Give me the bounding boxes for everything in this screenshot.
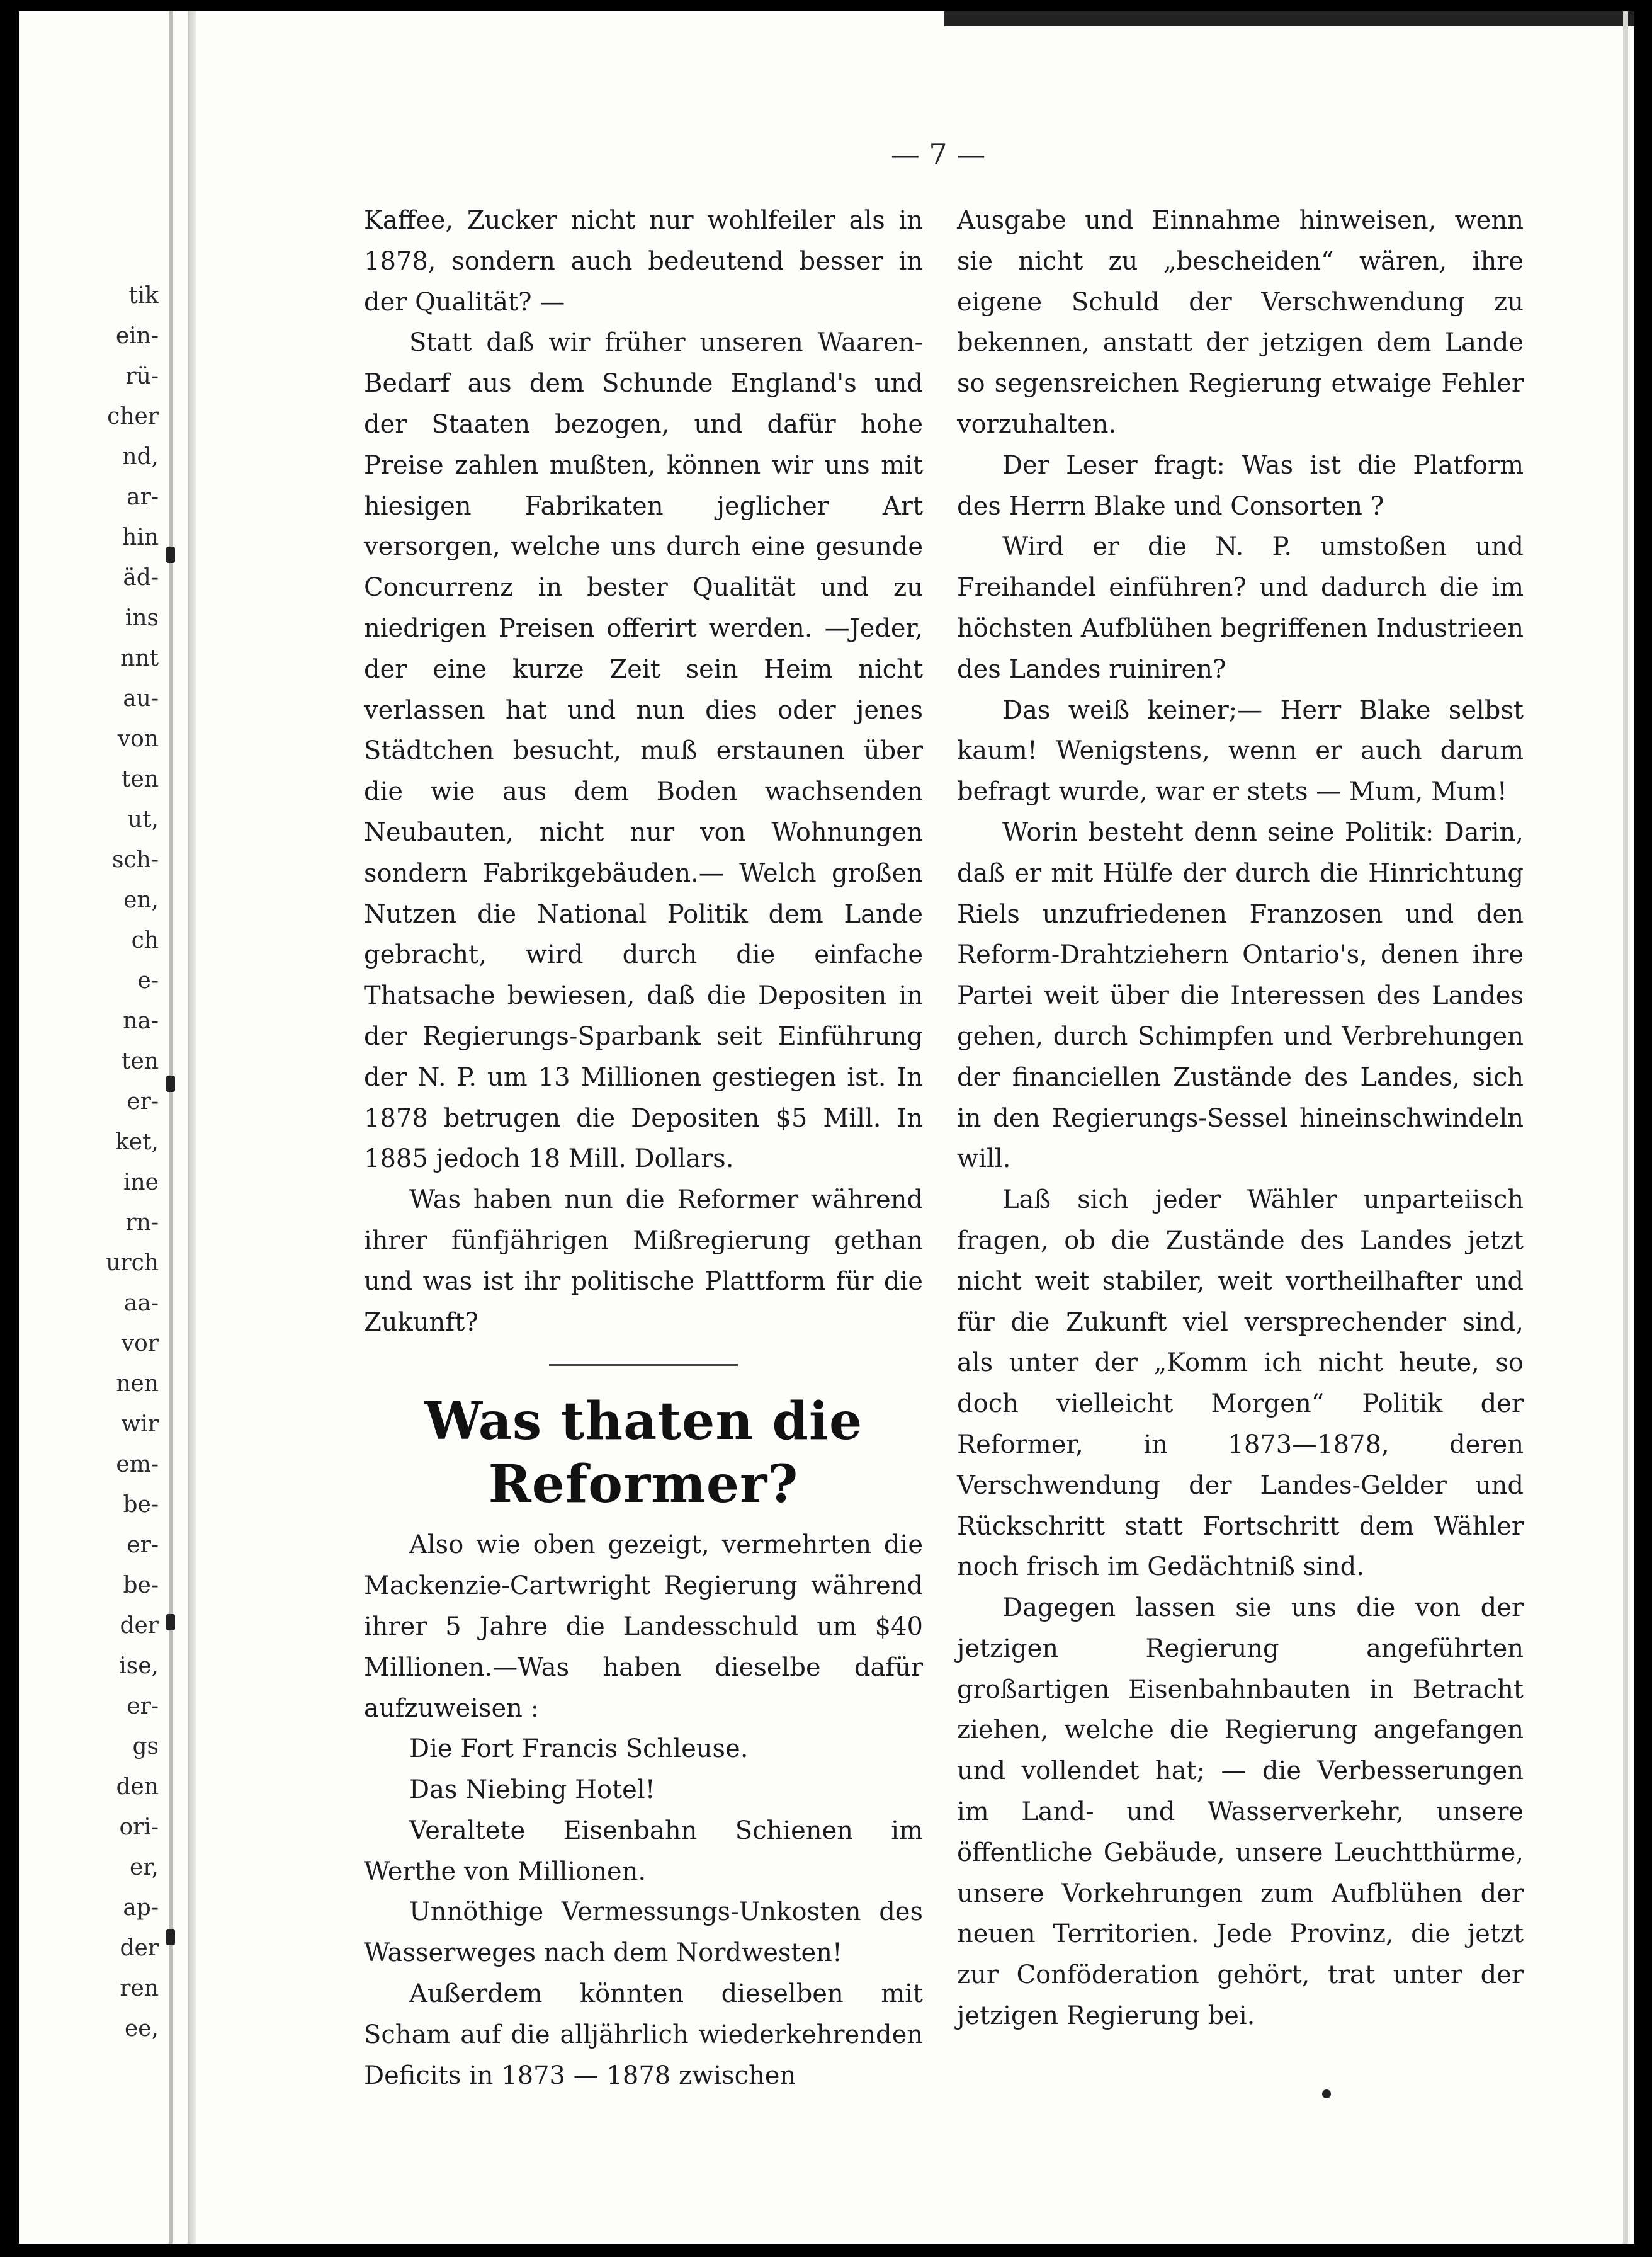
margin-fragment: ein- [115,323,159,349]
list-item: Unnöthige Vermessungs-Unkosten des Wasserweges nach dem Nordwesten! [364,1897,923,1968]
margin-fragment: be- [123,1492,159,1518]
paragraph: Statt daß wir früher unseren Waaren-Bedarf aus dem Schunde England's und der Staaten bezogen, und dafür hohe Preise zahlen mußten, können wir uns mit hiesigen Fabrikaten jeglicher Art versorgen, welche uns durch eine gesunde Concurrenz in bester Qualität und zu niedrigen Preisen offerirt werden. —Jeder, der eine kurze Zeit sein Heim nicht verlassen hat und nun dies oder jenes Städtchen besucht, muß erstaunen über die wie aus dem Boden wachsenden Neubauten, nicht nur von Wohnungen sondern Fabrikgebäuden.— Welch großen Nutzen die National Politik dem Lande gebracht, wird durch die einfache Thatsache bewiesen, daß die Depositen in der Regierungs-Sparbank seit Einführung der N. P. um 13 Millionen gestiegen ist. In 1878 betrugen die Depositen $5 Mill. In 1885 jedoch 18 Mill. Dollars. [364,328,923,1174]
margin-fragment: der [120,1935,159,1961]
margin-fragment: en, [123,887,159,913]
margin-fragment: er- [127,1532,159,1558]
paragraph: Also wie oben gezeigt, vermehrten die Mackenzie-Cartwright Regierung während ihrer 5 Jahre die Landesschuld um $40 Millionen.—Was haben dieselbe dafür aufzuweisen : [364,1530,923,1723]
list-item: Die Fort Francis Schleuse. [409,1734,749,1764]
margin-fragment: em- [116,1452,159,1477]
margin-fragment: nen [116,1371,159,1397]
paragraph: Ausgabe und Einnahme hinweisen, wenn sie nicht zu „bescheiden“ wären, ihre eigene Schuld der Verschwendung zu bekennen, anstatt der jetzigen dem Lande so segensreichen Regierung etwaige Fehler vorzuhalten. [957,206,1524,439]
margin-fragment: vor [121,1331,159,1356]
margin-fragment: den [116,1774,159,1800]
binding-mark [166,1929,175,1945]
margin-fragment: rn- [125,1210,159,1236]
right-column [957,200,1524,2037]
margin-fragment: rü- [125,363,159,389]
margin-fragment: ori- [119,1814,159,1840]
margin-fragment: hin [122,525,159,550]
margin-fragment: tik [128,283,159,309]
top-border [944,11,1634,26]
margin-fragment: von [117,726,159,752]
left-column [364,200,923,2096]
margin-fragment: na- [123,1008,159,1034]
margin-fragment: urch [106,1250,159,1276]
paragraph: Was haben nun die Reformer während ihrer fünfjährigen Mißregierung gethan und was ist ihr politische Plattform für die Zukunft? [364,1185,923,1337]
margin-fragment: ins [125,605,159,631]
margin-fragment: gs [132,1734,159,1760]
binding-mark [166,1614,175,1630]
margin-fragment: ar- [127,484,159,510]
margin-fragment: sch- [112,847,159,873]
previous-page-margin [19,276,165,2049]
paragraph: Das weiß keiner;— Herr Blake selbst kaum! Wenigstens, wenn er auch darum befragt wurde, war er stets — Mum, Mum! [957,695,1524,807]
margin-fragment: ch [131,928,159,953]
margin-fragment: ten [122,766,159,792]
margin-fragment: ut, [127,807,159,833]
section-divider [549,1364,738,1366]
paragraph: Dagegen lassen sie uns die von der jetzigen Regierung angeführten großartigen Eisenbahnbauten in Betracht ziehen, welche die Regierung angefangen und vollendet hat; — die Verbesserungen im Land- und Wasserverkehr, unsere öffentliche Gebäude, unsere Leuchtthürme, unsere Vorkehrungen zum Aufblühen der neuen Territorien. Jede Provinz, die jetzt zur Conföderation gehört, trat unter der jetzigen Regierung bei. [957,1593,1524,2031]
margin-fragment: ee, [124,2016,159,2042]
margin-fragment: er, [129,1855,159,1880]
binding-mark [166,1076,175,1092]
list-item: Das Niebing Hotel! [409,1775,655,1805]
margin-fragment: ap- [123,1895,159,1921]
page-number: — 7 — [890,137,986,171]
list-item: Veraltete Eisenbahn Schienen im Werthe von Millionen. [364,1816,923,1886]
paragraph: Der Leser fragt: Was ist die Platform des Herrn Blake und Consorten ? [957,450,1524,521]
margin-fragment: ten [122,1049,159,1074]
paragraph: Wird er die N. P. umstoßen und Freihandel einführen? und dadurch die im höchsten Aufblühen begriffenen Industrieen des Landes ruiniren? [957,532,1524,684]
page-gutter [188,11,196,2244]
ink-mark [1322,2089,1331,2098]
paragraph: Laß sich jeder Wähler unparteiisch fragen, ob die Zustände des Landes jetzt nicht weit stabiler, weit vortheilhafter und für die Zukunft viel versprechender sind, als unter der „Komm ich nicht heute, so doch vielleicht Morgen“ Politik der Reformer, in 1873—1878, deren Verschwendung der Landes-Gelder und Rückschritt statt Fortschritt dem Wähler noch frisch im Gedächtniß sind. [957,1185,1524,1582]
margin-fragment: cher [107,404,159,429]
margin-fragment: aa- [123,1290,159,1316]
margin-fragment: ket, [115,1129,159,1155]
paragraph: Kaffee, Zucker nicht nur wohlfeiler als in 1878, sondern auch bedeutend besser in der Qualität? — [364,206,923,317]
margin-fragment: ine [123,1169,159,1195]
margin-fragment: au- [123,686,159,712]
margin-fragment: der [120,1613,159,1639]
page-edge-right [1623,11,1628,2244]
margin-fragment: er- [127,1089,159,1115]
section-heading: Was thaten die Reformer? [424,1391,863,1515]
margin-fragment: nnt [120,645,159,671]
margin-fragment: be- [123,1572,159,1598]
scanned-page [19,11,1634,2244]
paragraph: Außerdem könnten dieselben mit Scham auf die alljährlich wiederkehrenden Deficits in 1873 — 1878 zwischen [364,1979,923,2090]
margin-fragment: er- [127,1693,159,1719]
margin-fragment: e- [137,968,159,994]
margin-fragment: ren [120,1976,159,2001]
binding-mark [166,547,175,563]
margin-fragment: nd, [122,444,159,470]
margin-fragment: äd- [123,565,159,591]
page-fold-left [169,11,173,2244]
margin-fragment: wir [121,1411,159,1437]
margin-fragment: ise, [119,1653,159,1679]
paragraph: Worin besteht denn seine Politik: Darin, daß er mit Hülfe der durch die Hinrichtung Riels unzufriedenen Franzosen und den Reform-Drahtziehern Ontario's, denen ihre Partei weit über die Interessen des Landes gehen, durch Schimpfen und Verbrehungen der financiellen Zustände des Landes, sich in den Regierungs-Sessel hineinschwindeln will. [957,817,1524,1174]
